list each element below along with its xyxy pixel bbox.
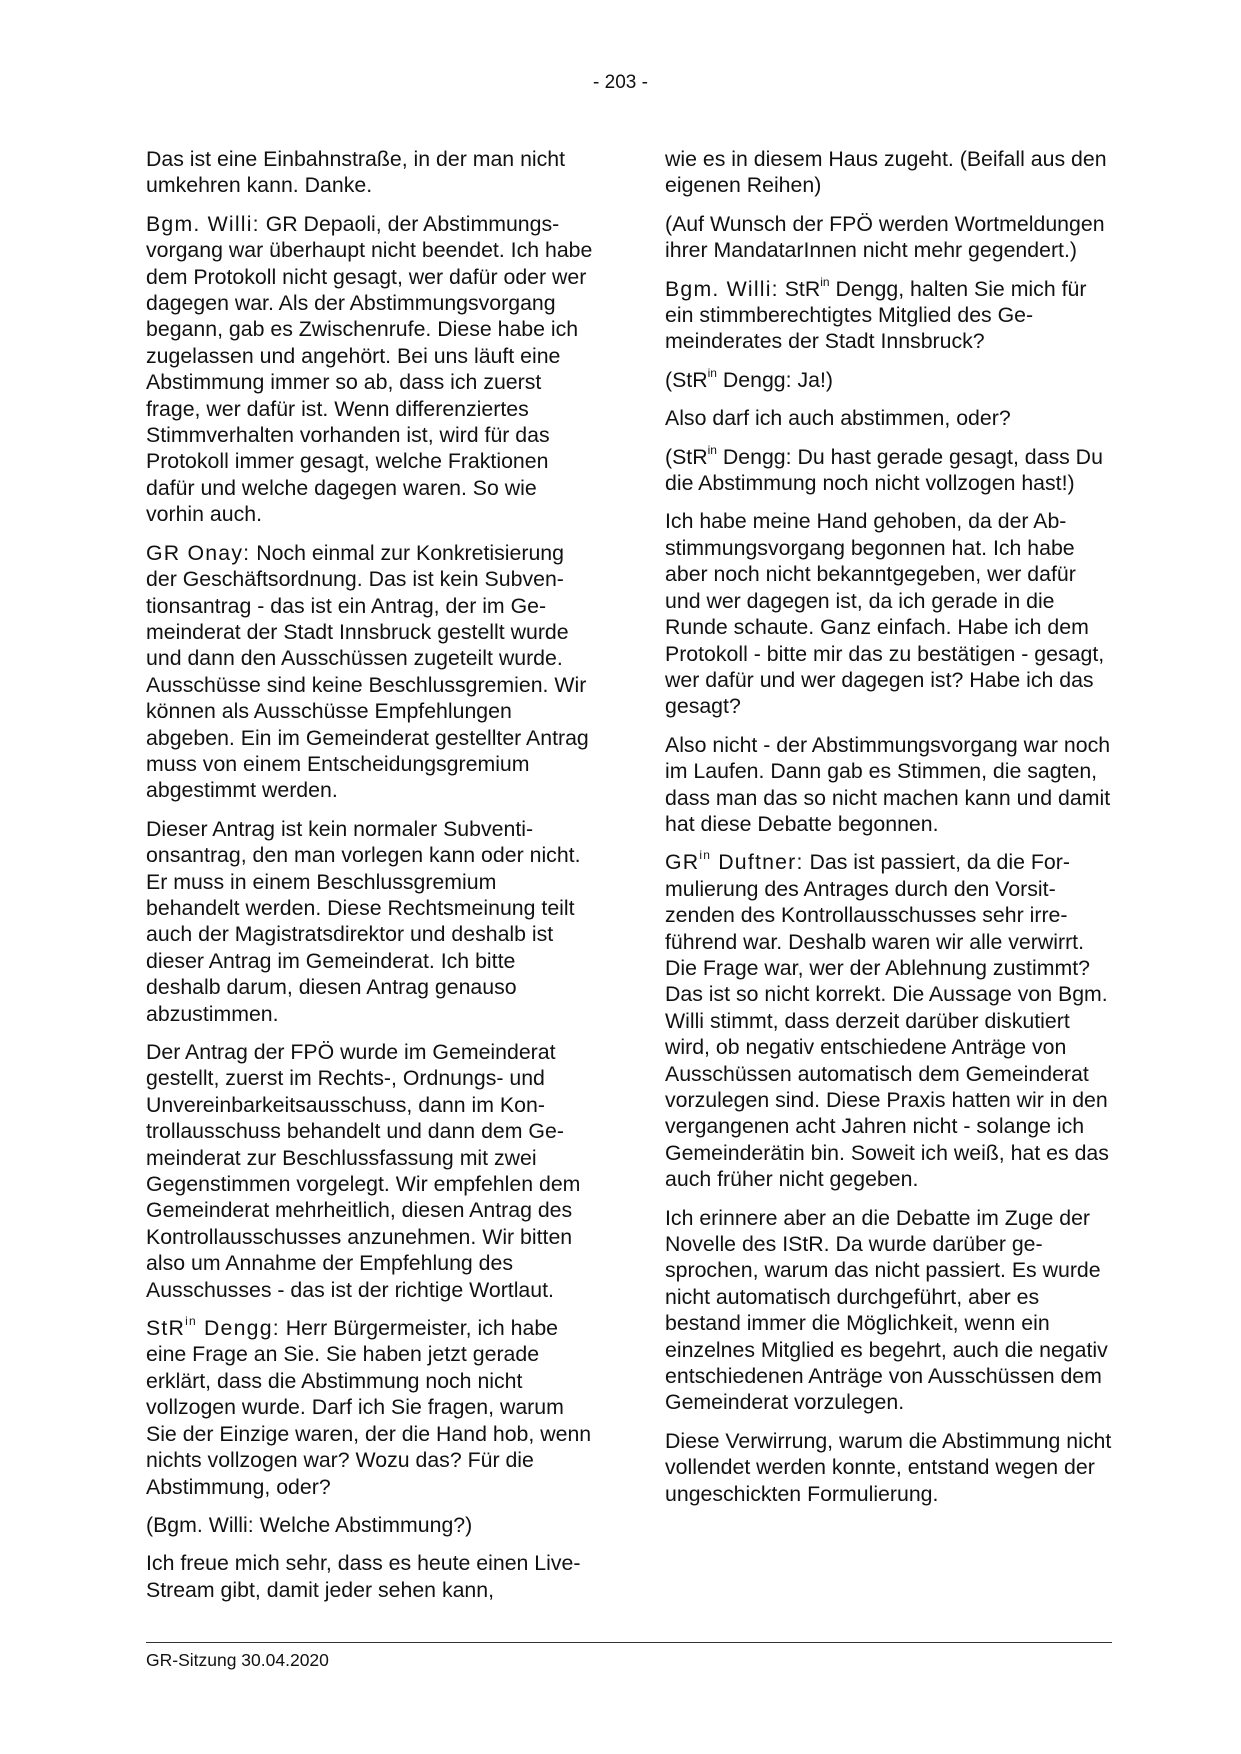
paragraph: (Bgm. Willi: Welche Abstimmung?): [146, 1512, 473, 1537]
gender-suffix: in: [707, 365, 717, 380]
paragraph: [665, 276, 1113, 355]
paragraph: Der Antrag der FPÖ wurde im Gemeinderat gestellt, zuerst im Rechts-, Ordnungs- und Unvereinbarkeitsausschuss, dann im Kontrollausschuss behandelt und dann dem Gemeinderat zur Beschlussfassung mit zwei Gegenstimmen vorgelegt. Wir empfehlen dem Gemeinderat mehrheitlich, diesen Antrag des Kontrollausschusses anzunehmen. Wir bitten also um Annahme der Empfehlung des Ausschusses - das ist der richtige Wortlaut.: [146, 1040, 581, 1302]
paragraph-text: Dengg: Du hast gerade gesagt, dass Du die Abstimmung noch nicht vollzogen hast!): [665, 444, 1103, 496]
paragraph: [146, 1315, 594, 1500]
paragraph: Dieser Antrag ist kein normaler Subventionsantrag, den man vorlegen kann oder nicht. Er muss in einem Beschlussgremium behandelt werden. Diese Rechtsmeinung teilt auch der Magistratsdirektor und deshalb ist dieser Antrag im Gemeinderat. Ich bitte deshalb darum, diesen Antrag genauso abzustimmen.: [146, 816, 581, 1026]
paragraph-text: (StR: [665, 444, 708, 469]
gender-suffix: in: [699, 848, 712, 863]
paragraph-text: GR Depaoli, der Abstimmungsvorgang war überhaupt nicht beendet. Ich habe dem Protokoll nicht gesagt, wer dafür oder wer dagegen war. Als der Abstimmungsvorgang begann, gab es Zwischenrufe. Diese habe ich zugelassen und angehört. Bei uns läuft eine Abstimmung immer so ab, dass ich zuerst frage, wer dafür ist. Wenn differenziertes Stimmverhalten vorhanden ist, wird für das Protokoll immer gesagt, welche Fraktionen dafür und welche dagegen waren. So wie vorhin auch.: [146, 211, 593, 527]
paragraph: Also nicht - der Abstimmungsvorgang war noch im Laufen. Dann gab es Stimmen, die sagten, dass man das so nicht machen kann und damit hat diese Debatte begonnen.: [665, 732, 1111, 836]
paragraph-text: Dengg: Ja!): [716, 367, 833, 392]
paragraph: [146, 540, 594, 804]
paragraph: Also darf ich auch abstimmen, oder?: [665, 406, 1011, 431]
paragraph: [665, 849, 1113, 1192]
paragraph: Diese Verwirrung, warum die Abstimmung nicht vollendet werden konnte, entstand wegen der ungeschickten Formulierung.: [665, 1428, 1112, 1506]
page-number: - 203 -: [593, 72, 648, 93]
speaker-label: [665, 850, 804, 874]
speaker-label: GR Onay:: [146, 540, 251, 565]
gender-suffix: in: [185, 1313, 197, 1328]
speaker-name: Dengg:: [196, 1316, 280, 1341]
speaker-name: Duftner:: [711, 850, 804, 875]
paragraph: Ich habe meine Hand gehoben, da der Abstimmungsvorgang begonnen hat. Ich habe aber noch nicht bekanntgegeben, wer dafür und wer dagegen ist, da ich gerade in die Runde schaute. Ganz einfach. Habe ich dem Protokoll - bitte mir das zu bestätigen - gesagt, wer dafür und wer dagegen ist? Habe ich das gesagt?: [665, 509, 1105, 719]
paragraph: Ich erinnere aber an die Debatte im Zuge der Novelle des IStR. Da wurde darüber gesprochen, warum das nicht passiert. Es wurde nicht automatisch durchgeführt, aber es bestand immer die Möglichkeit, wenn ein einzelnes Mitglied es begehrt, auch die negativ entschiedenen Anträge von Ausschüssen dem Gemeinderat vorzulegen.: [665, 1205, 1108, 1415]
speaker-label: [146, 1313, 280, 1341]
paragraph: (Auf Wunsch der FPÖ werden Wortmeldungen ihrer MandatarInnen nicht mehr gegendert.): [665, 211, 1105, 263]
speaker-title: GR: [665, 850, 700, 875]
paragraph: Ich freue mich sehr, dass es heute einen Live-Stream gibt, damit jeder sehen kann,: [146, 1551, 581, 1602]
paragraph-text: (StR: [665, 367, 708, 392]
paragraph-text: Herr Bürgermeister, ich habe eine Frage an Sie. Sie haben jetzt gerade erklärt, dass die Abstimmung noch nicht vollzogen wurde. Darf ich Sie fragen, warum Sie der Einzige waren, der die Hand hob, wenn nichts vollzogen war? Wozu das? Für die Abstimmung, oder?: [146, 1316, 592, 1499]
paragraph: [146, 211, 594, 528]
paragraph-text: Noch einmal zur Konkretisierung der Geschäftsordnung. Das ist kein Subventionsantrag - das ist ein Antrag, der im Gemeinderat der Stadt Innsbruck gestellt wurde und dann den Ausschüssen zugeteilt wurde. Ausschüsse sind keine Beschlussgremien. Wir können als Ausschüsse Empfehlungen abgeben. Ein im Gemeinderat gestellter Antrag muss von einem Entscheidungsgremium abgestimmt werden.: [146, 540, 589, 803]
paragraph: wie es in diesem Haus zugeht. (Beifall aus den eigenen Reihen): [665, 147, 1107, 198]
paragraph-text: StR: [778, 276, 821, 301]
paragraph: [665, 367, 1113, 393]
left-column: [146, 146, 594, 1615]
speaker-label: Bgm. Willi:: [665, 276, 779, 301]
gender-suffix: in: [820, 274, 830, 289]
gender-suffix: in: [707, 442, 717, 457]
footer-divider: [146, 1642, 1112, 1643]
paragraph: [665, 444, 1113, 497]
paragraph: Das ist eine Einbahnstraße, in der man nicht umkehren kann. Danke.: [146, 147, 566, 198]
paragraph-text: Das ist passiert, da die Formulierung des Antrages durch den Vorsitzenden des Kontrollausschusses sehr irreführend war. Deshalb waren wir alle verwirrt. Die Frage war, wer der Ablehnung zustimmt? Das ist so nicht korrekt. Die Aussage von Bgm. Willi stimmt, dass derzeit darüber diskutiert wird, ob negativ entschiedene Anträge von Ausschüssen automatisch dem Gemeinderat vorzulegen sind. Diese Praxis hatten wir in den vergangenen acht Jahren nicht - solange ich Gemeinderätin bin. Soweit ich weiß, hat es das auch früher nicht gegeben.: [665, 850, 1109, 1192]
speaker-label: Bgm. Willi:: [146, 211, 260, 236]
paragraph-text: Dengg, halten Sie mich für ein stimmberechtigtes Mitglied des Gemeinderates der Stadt Innsbruck?: [665, 276, 1087, 354]
right-column: [665, 146, 1113, 1519]
footer-text: GR-Sitzung 30.04.2020: [146, 1650, 329, 1670]
speaker-title: StR: [146, 1316, 186, 1341]
